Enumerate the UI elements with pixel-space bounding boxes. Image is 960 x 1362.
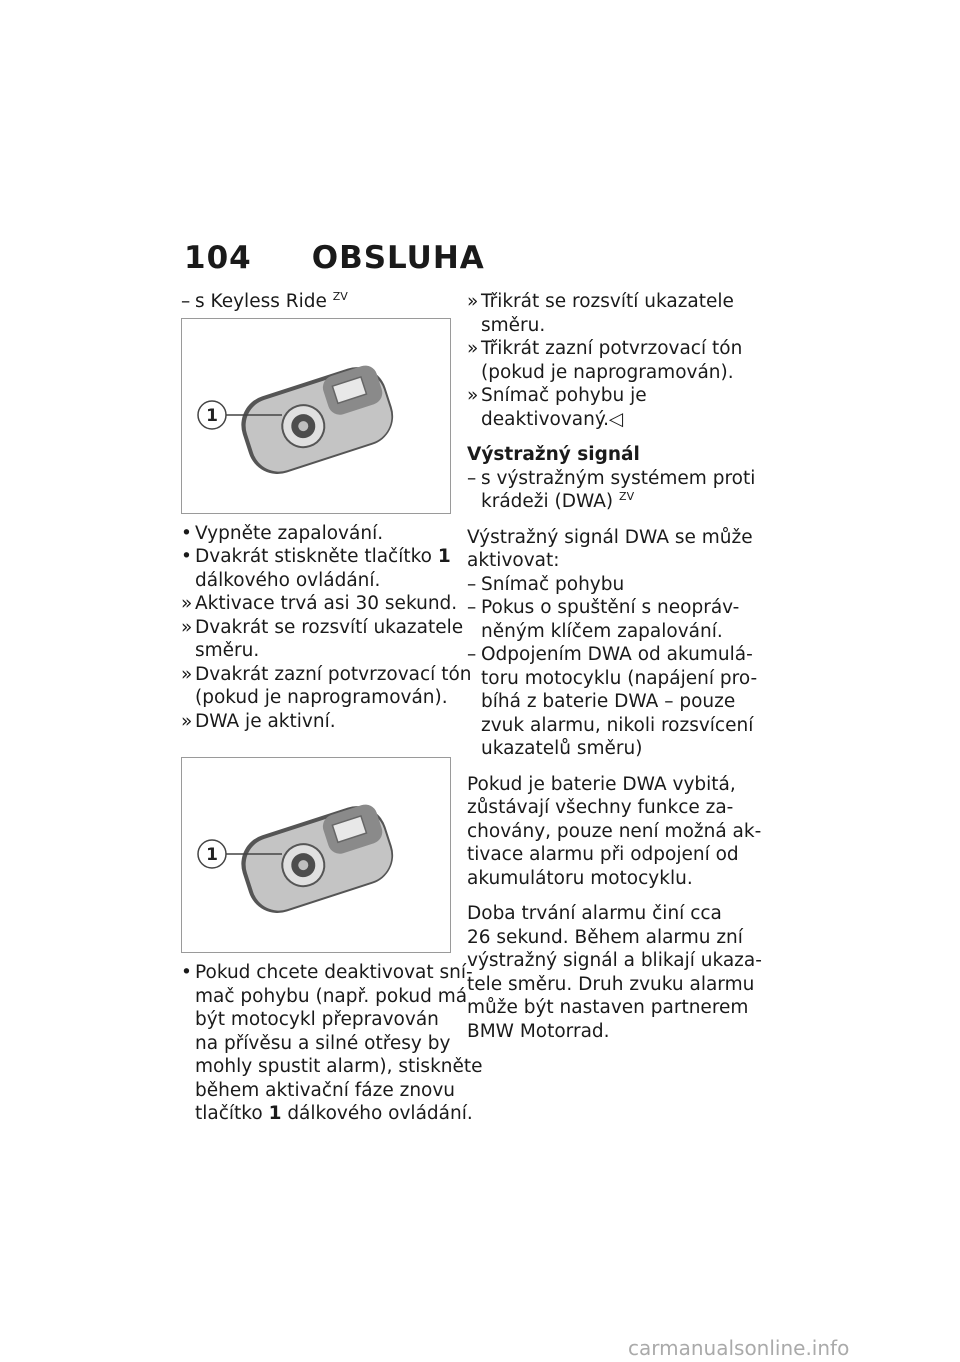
section-heading-warning-signal: Výstražný signál xyxy=(467,444,640,465)
left-column: – s Keyless Ride $^{ZV}$ 1 • Vypněte zapalování. • Dvakrát stiskněte tlačítko 1 dálkového ovládání. » Aktivace trvá asi 30 sekund. » Dvakrát se rozsvítí ukazatele směru. » Dvakrát zazní potvrzovací tón (pokud je naprogramován). » DWA je aktivní. 1 • Pokud chcete deaktivovat sní- mač pohybu (např. pokud má být motocykl přepravován na přívěsu a silné otřesy by mohly spustit alarm), stiskněte během aktivační fáze znovu tlačítko 1 dálkového ovládání. xyxy=(181,289,483,1124)
step-ignition-off: • Vypněte zapalování. xyxy=(181,522,384,544)
paragraph-alarm-duration: Doba trvání alarmu činí cca 26 sekund. Během alarmu zní výstražný signál a blikají ukaza- tele směru. Druh zvuku alarmu může být nastaven partnerem BMW Motorrad. xyxy=(467,903,762,1042)
figure-label-1b: 1 xyxy=(206,845,218,865)
end-mark-icon: ◁ xyxy=(609,408,624,430)
key-fob-figure-1 xyxy=(181,318,451,514)
trigger-motion-sensor: – Snímač pohybu xyxy=(467,573,625,595)
watermark-footer: carmanualsonline.info xyxy=(628,1336,850,1360)
zv-superscript: ZV xyxy=(332,289,348,303)
trigger-unauthorized-key: – Pokus o spuštění s neopráv- xyxy=(467,597,740,618)
result-indicators-thrice: » Třikrát se rozsvítí ukazatele xyxy=(467,291,734,312)
condition-dwa: – s výstražným systémem proti xyxy=(467,467,756,489)
key-fob-illustration-2 xyxy=(182,758,450,952)
result-activation: » Aktivace trvá asi 30 sekund. xyxy=(181,593,458,614)
figure-label-1: 1 xyxy=(206,405,218,426)
condition-keyless-ride: – s Keyless Ride $^{ZV}$ xyxy=(181,289,348,312)
trigger-disconnect: – Odpojením DWA od akumulá- xyxy=(467,644,753,665)
result-indicators-twice: » Dvakrát se rozsvítí ukazatele xyxy=(181,616,464,638)
right-column: » Třikrát se rozsvítí ukazatele směru. » Třikrát zazní potvrzovací tón (pokud je naprogramován). » Snímač pohybu je deaktivovaný.◁ Výstražný signál – s výstražným systémem proti krádeži (DWA) $^{ZV}$ Výstražný signál DWA se může aktivovat: – Snímač pohybu – Pokus o spuštění s neopráv- něným klíčem zapalování. – Odpojením DWA od akumulá- toru motocyklu (napájení pro- bíhá z baterie DWA – pouze zvuk alarmu, nikoli rozsvícení ukazatelů směru) Pokud je baterie DWA vybitá, zůstávají všechny funkce za- chovány, pouze není možná ak- tivace alarmu při odpojení od akumulátoru motocyklu. Doba trvání alarmu činí cca 26 sekund. Během alarmu zní výstražný signál a blikají ukaza- tele směru. Druh zvuku alarmu může být nastaven partnerem BMW Motorrad. xyxy=(467,291,762,1042)
result-sensor-deactivated: » Snímač pohybu je xyxy=(467,385,647,406)
step-deactivate-sensor: • Pokud chcete deaktivovat sní- xyxy=(181,962,473,983)
page-number: 104 xyxy=(184,240,252,276)
result-dwa-active: » DWA je aktivní. xyxy=(181,710,336,732)
step-press-twice: • Dvakrát stiskněte tlačítko 1 xyxy=(181,546,451,567)
key-fob-illustration xyxy=(182,319,450,513)
paragraph-battery: Pokud je baterie DWA vybitá, zůstávají všechny funkce za- chovány, pouze není možná ak- tivace alarmu při odpojení od akumulátoru motocyklu. xyxy=(467,773,762,889)
result-tone-thrice: » Třikrát zazní potvrzovací tón xyxy=(467,338,743,359)
section-title: OBSLUHA xyxy=(311,240,485,276)
intro-line: Výstražný signál DWA se může xyxy=(467,526,753,548)
result-tone-twice: » Dvakrát zazní potvrzovací tón xyxy=(181,663,472,685)
page-header xyxy=(184,240,485,276)
key-fob-figure-2 xyxy=(181,757,451,953)
